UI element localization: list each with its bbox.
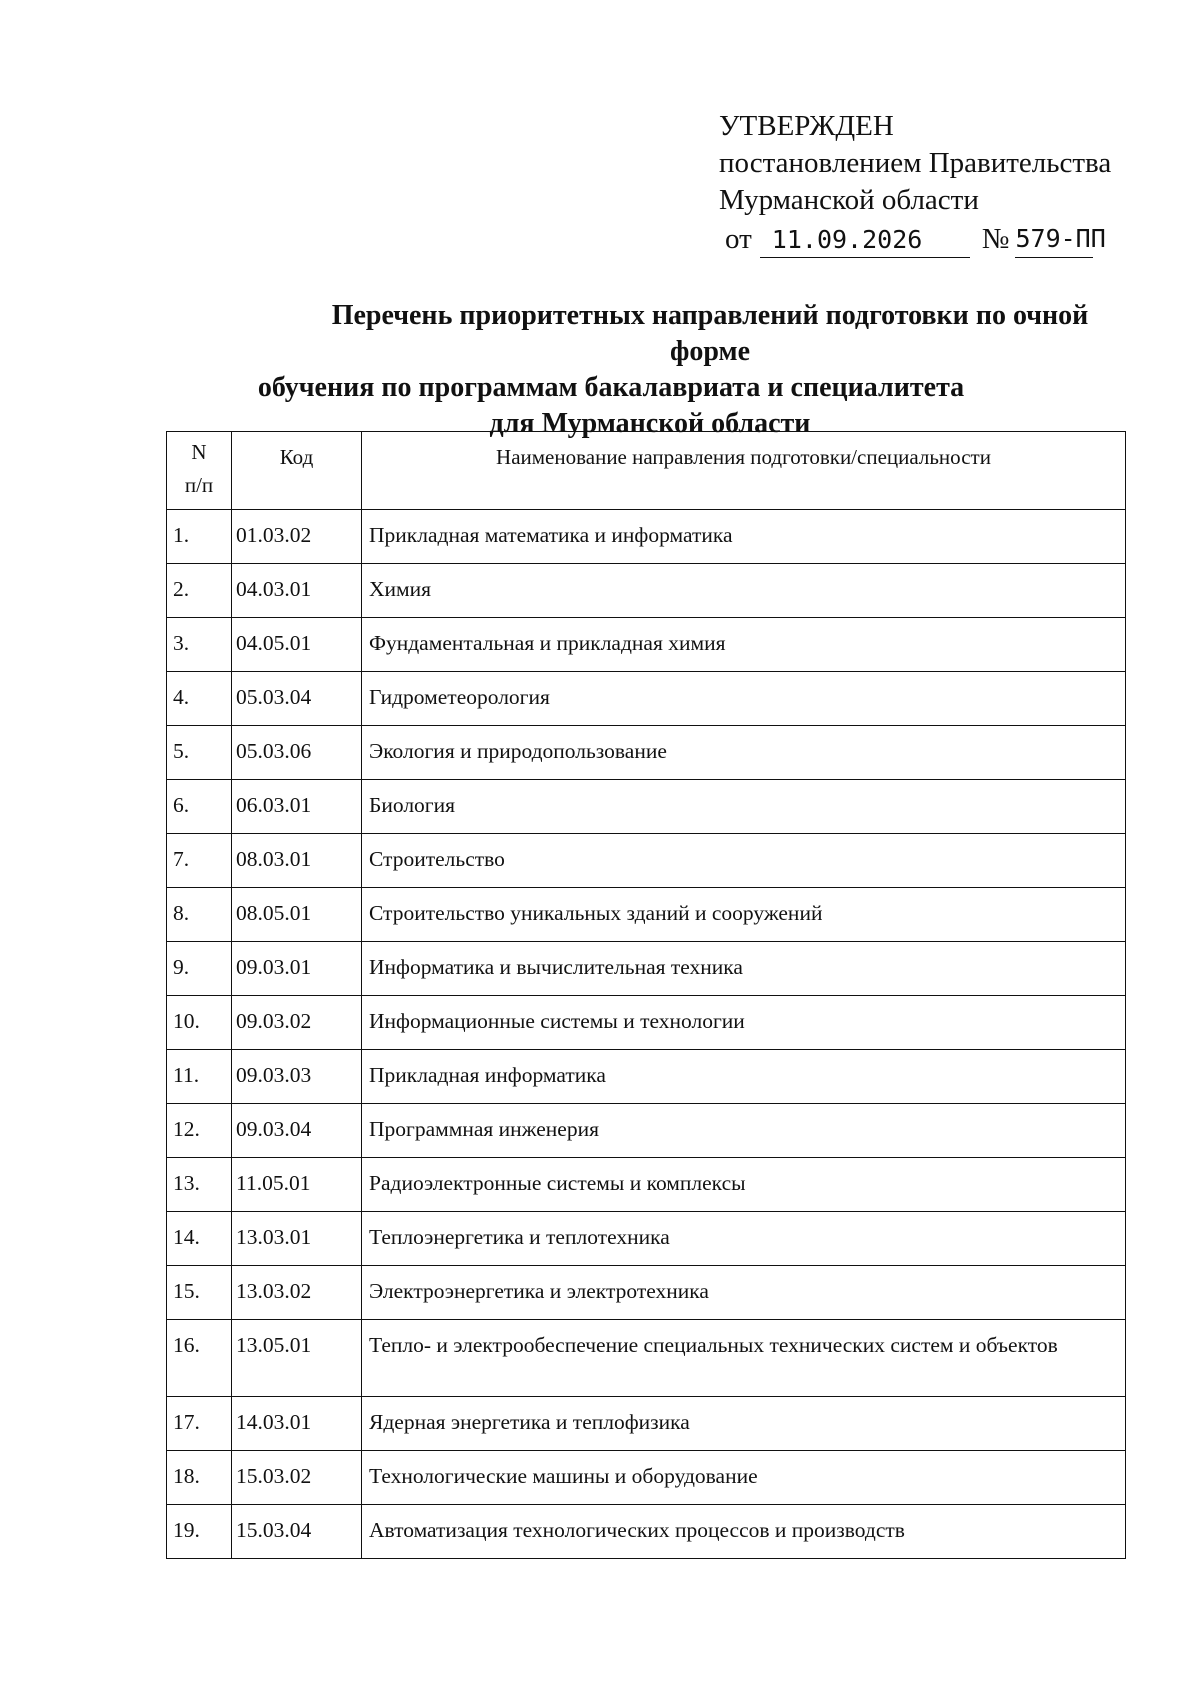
row-number: 19.: [167, 1505, 232, 1559]
row-code: 04.05.01: [232, 618, 362, 672]
row-name: Теплоэнергетика и теплотехника: [362, 1212, 1126, 1266]
row-number: 16.: [167, 1320, 232, 1397]
row-name: Прикладная математика и информатика: [362, 510, 1126, 564]
row-code: 15.03.02: [232, 1451, 362, 1505]
row-number: 8.: [167, 888, 232, 942]
row-name: Технологические машины и оборудование: [362, 1451, 1126, 1505]
row-code: 09.03.02: [232, 996, 362, 1050]
document-title: [150, 298, 1110, 442]
row-name: Программная инженерия: [362, 1104, 1126, 1158]
header-number-line2: п/п: [184, 473, 214, 497]
row-number: 9.: [167, 942, 232, 996]
row-code: 08.03.01: [232, 834, 362, 888]
row-code: 08.05.01: [232, 888, 362, 942]
table-row: [167, 672, 1126, 726]
resolution-number: 579-ПП: [1015, 223, 1093, 258]
row-number: 10.: [167, 996, 232, 1050]
row-name: Информатика и вычислительная техника: [362, 942, 1126, 996]
row-number: 15.: [167, 1266, 232, 1320]
row-number: 13.: [167, 1158, 232, 1212]
directions-table: [166, 431, 1126, 1559]
table-row: [167, 1158, 1126, 1212]
row-number: 2.: [167, 564, 232, 618]
table-row: [167, 1451, 1126, 1505]
table-row: [167, 510, 1126, 564]
title-line-1: Перечень приоритетных направлений подготовки по очной форме: [331, 300, 1089, 367]
row-code: 09.03.03: [232, 1050, 362, 1104]
row-name: Прикладная информатика: [362, 1050, 1126, 1104]
row-number: 11.: [167, 1050, 232, 1104]
table-row: [167, 780, 1126, 834]
row-code: 06.03.01: [232, 780, 362, 834]
header-name: Наименование направления подготовки/специальности: [362, 432, 1126, 510]
row-number: 17.: [167, 1397, 232, 1451]
table-header-row: [167, 432, 1126, 510]
row-name: Гидрометеорология: [362, 672, 1126, 726]
header-code: Код: [232, 432, 362, 510]
table-row: [167, 1397, 1126, 1451]
resolution-date: 11.09.2026: [760, 224, 970, 258]
row-code: 13.03.02: [232, 1266, 362, 1320]
row-code: 14.03.01: [232, 1397, 362, 1451]
row-name: Экология и природопользование: [362, 726, 1126, 780]
row-name: Фундаментальная и прикладная химия: [362, 618, 1126, 672]
row-name: Электроэнергетика и электротехника: [362, 1266, 1126, 1320]
number-prefix: №: [981, 223, 1010, 255]
table-row: [167, 1505, 1126, 1559]
table-row: [167, 1266, 1126, 1320]
row-code: 04.03.01: [232, 564, 362, 618]
table-row: [167, 996, 1126, 1050]
row-number: 3.: [167, 618, 232, 672]
table-row: [167, 888, 1126, 942]
row-name: Химия: [362, 564, 1126, 618]
row-name: Автоматизация технологических процессов и производств: [362, 1505, 1126, 1559]
row-code: 09.03.01: [232, 942, 362, 996]
row-number: 4.: [167, 672, 232, 726]
row-code: 13.03.01: [232, 1212, 362, 1266]
approval-line-region: Мурманской области: [719, 184, 979, 216]
table-row: [167, 564, 1126, 618]
row-number: 18.: [167, 1451, 232, 1505]
row-name: Тепло- и электрообеспечение специальных технических систем и объектов: [362, 1320, 1126, 1397]
table-row: [167, 1212, 1126, 1266]
row-number: 7.: [167, 834, 232, 888]
row-code: 05.03.04: [232, 672, 362, 726]
approval-line-resolution: постановлением Правительства: [719, 147, 1112, 179]
row-name: Строительство: [362, 834, 1126, 888]
row-name: Информационные системы и технологии: [362, 996, 1126, 1050]
row-code: 05.03.06: [232, 726, 362, 780]
table-row: [167, 1050, 1126, 1104]
row-number: 14.: [167, 1212, 232, 1266]
title-line-3: для Мурманской области: [489, 408, 811, 439]
row-number: 1.: [167, 510, 232, 564]
row-name: Биология: [362, 780, 1126, 834]
table-body: [167, 510, 1126, 1559]
approval-stamp: [719, 108, 1111, 258]
approval-line-approved: УТВЕРЖДЕН: [719, 110, 894, 142]
table-row: [167, 942, 1126, 996]
row-code: 13.05.01: [232, 1320, 362, 1397]
row-number: 12.: [167, 1104, 232, 1158]
table-row: [167, 834, 1126, 888]
table-row: [167, 618, 1126, 672]
title-line-2: обучения по программам бакалавриата и специалитета: [257, 372, 965, 403]
approval-date-row: [719, 221, 1111, 258]
row-name: Ядерная энергетика и теплофизика: [362, 1397, 1126, 1451]
row-code: 01.03.02: [232, 510, 362, 564]
header-number: [167, 432, 232, 510]
row-number: 5.: [167, 726, 232, 780]
row-name: Строительство уникальных зданий и сооружений: [362, 888, 1126, 942]
header-number-line1: N: [191, 440, 207, 464]
row-code: 11.05.01: [232, 1158, 362, 1212]
row-code: 15.03.04: [232, 1505, 362, 1559]
row-code: 09.03.04: [232, 1104, 362, 1158]
table-row: [167, 1104, 1126, 1158]
row-number: 6.: [167, 780, 232, 834]
date-prefix: от: [725, 223, 752, 255]
table-row: [167, 726, 1126, 780]
row-name: Радиоэлектронные системы и комплексы: [362, 1158, 1126, 1212]
table-row: [167, 1320, 1126, 1397]
